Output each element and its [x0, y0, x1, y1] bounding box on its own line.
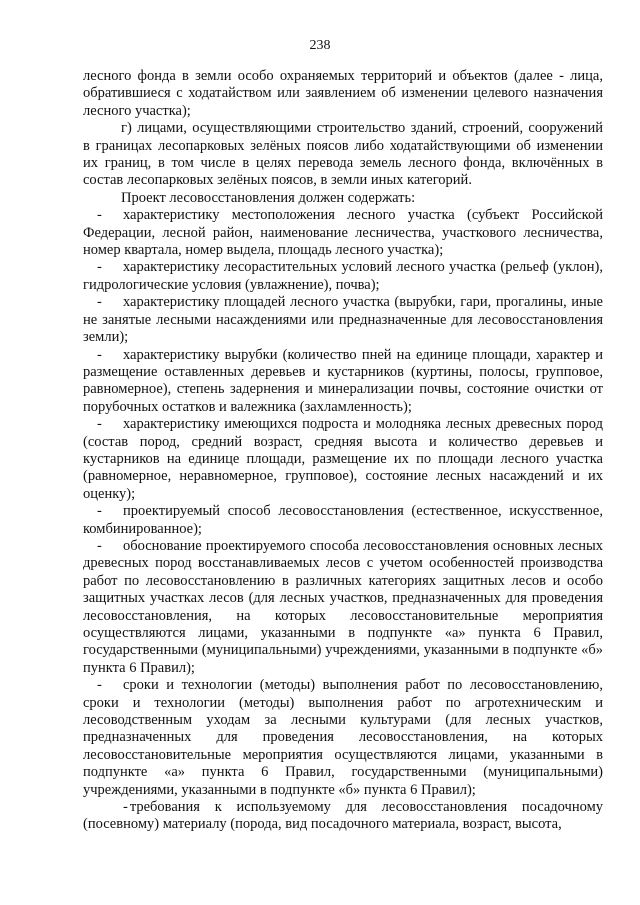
list-item: [83, 416, 603, 503]
list-item-text: характеристику вырубки (количество пней на единице площади, характер и размещение оставленных деревьев и кустарников (куртины, полосы, групповое, равномерное), степень задернения и минерализации почвы, состояние очистки от порубочных остатков и валежника (захламленность);: [83, 346, 603, 415]
list-item: [83, 294, 603, 346]
list-item-text: обоснование проектируемого способа лесовосстановления основных лесных древесных пород восстанавливаемых лесов с учетом особенностей производства работ по лесовосстановлению в различных категориях защитных лесов и особо защитных участках лесов (для лесных участков, предназначенных для проведения лесовосстановления, на которых лесовосстановительные мероприятия осуществляются лицами, указанными в подпункте «а» пункта 6 Правил, государственными (муниципальными) учреждениями, указанными в подпункте «б» пункта 6 Правил);: [83, 537, 603, 676]
list-item-text: характеристику имеющихся подроста и молодняка лесных древесных пород (состав пород, средний возраст, средняя высота и количество деревьев и кустарников на единице площади, размещение их по площади лесного участка (равномерное, неравномерное, групповое), состояние лесных насаждений и их оценку);: [83, 416, 603, 502]
list-item: [83, 259, 603, 294]
paragraph-continuation: [83, 68, 603, 120]
list-dash: -: [97, 537, 102, 554]
list-item-requirements: [83, 799, 603, 834]
list-item: [83, 677, 603, 799]
list-dash: -: [123, 799, 128, 816]
list-item-text: требования к используемому для лесовосстановления посадочному (посевному) материалу (порода, вид посадочного материала, возраст, высота,: [83, 799, 603, 833]
paragraph-item-g: [83, 120, 603, 190]
list-item-text: характеристику местоположения лесного участка (субъект Российской Федерации, лесной район, наименование лесничества, участкового лесничества, номер квартала, номер выдела, площадь лесного участка);: [83, 207, 603, 259]
paragraph-intro: [83, 190, 603, 207]
list-dash: -: [97, 346, 102, 363]
list-dash: -: [97, 416, 102, 433]
document-body: [83, 68, 603, 834]
list-item: [83, 207, 603, 259]
list-dash: -: [97, 677, 102, 694]
list-dash: -: [97, 259, 102, 276]
paragraph-text: лесного фонда в земли особо охраняемых территорий и объектов (далее - лица, обратившиеся с ходатайством или заявлением об изменении целевого назначения лесного участка);: [83, 68, 603, 119]
list-dash: -: [97, 207, 102, 224]
list-item: [83, 538, 603, 677]
list-item: [83, 503, 603, 538]
page-number: 238: [309, 38, 331, 53]
list-item: [83, 347, 603, 417]
list-item-text: характеристику лесорастительных условий лесного участка (рельеф (уклон), гидрологические условия (увлажнение), почва);: [83, 259, 603, 293]
list-item-text: характеристику площадей лесного участка (вырубки, гари, прогалины, иные не занятые лесными насаждениями или предназначенные для лесовосстановления земли);: [83, 294, 603, 346]
paragraph-text: г) лицами, осуществляющими строительство зданий, строений, сооружений в границах лесопарковых зелёных поясов либо ходатайствующими об изменении их границ, в том числе в целях перевода земель лесного фонда, включённых в состав лесопарковых зелёных поясов, в земли иных категорий.: [83, 120, 603, 189]
list-item-text: сроки и технологии (методы) выполнения работ по лесовосстановлению, сроки и технологии (методы) выполнения работ по агротехническим и лесоводственным уходам за лесными культурами (для лесных участков, предназначенных для проведения лесовосстановления, на которых лесовосстановительные мероприятия осуществляются лицами, указанными в подпункте «а» пункта 6 Правил, государственными (муниципальными) учреждениями, указанными в подпункте «б» пункта 6 Правил);: [83, 677, 603, 798]
list-dash: -: [97, 294, 102, 311]
paragraph-text: Проект лесовосстановления должен содержать:: [121, 189, 416, 206]
list-dash: -: [97, 503, 102, 520]
list-item-text: проектируемый способ лесовосстановления (естественное, искусственное, комбинированное);: [83, 503, 603, 537]
